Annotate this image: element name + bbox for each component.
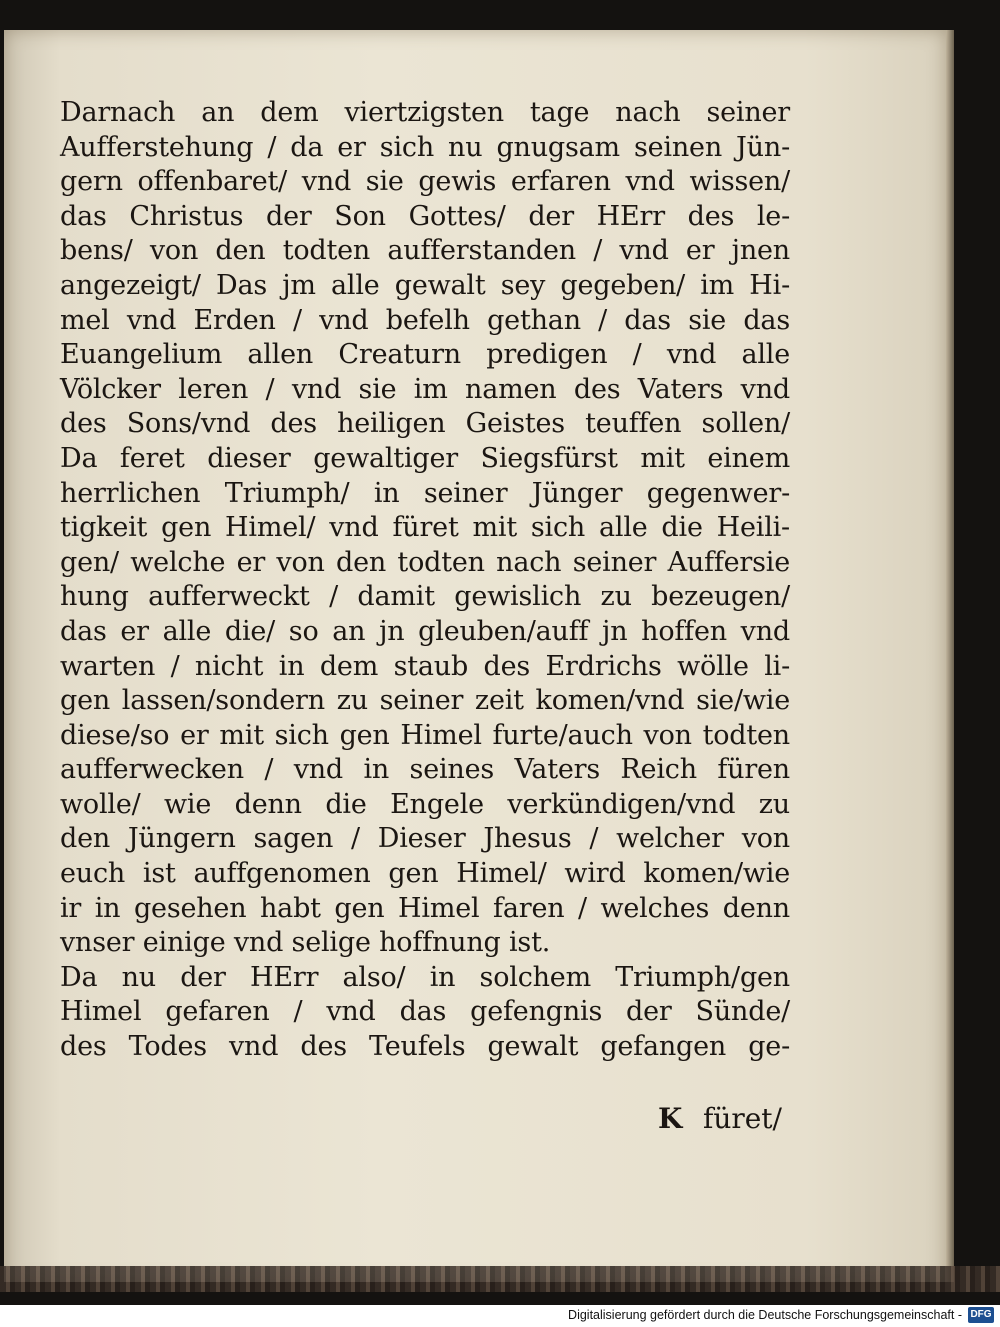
text-line: Darnach an dem viertzigsten tage nach seiner [60,97,790,128]
text-line: angezeigt/ Das jm alle gewalt sey gegeben/ im Hi- [60,269,790,301]
text-line: Da nu der HErr also/ in solchem Triumph/gen [60,961,790,993]
text-line: wolle/ wie denn die Engele verkündigen/vnd zu [60,788,790,820]
text-line: tigkeit gen Himel/ vnd füret mit sich alle die Heili- [60,512,790,544]
page-footer-row [60,1102,790,1142]
text-line: den Jüngern sagen / Dieser Jhesus / welcher von [60,823,790,855]
signature-mark: K [658,1102,683,1135]
text-line: herrlichen Triumph/ in seiner Jünger gegenwer- [60,477,790,509]
text-line: hung aufferweckt / damit gewislich zu bezeugen/ [60,581,790,613]
digitization-credit: Digitalisierung gefördert durch die Deutsche Forschungsgemeinschaft - [568,1308,962,1322]
book-cover-bottom [0,1266,1000,1292]
text-line: das er alle die/ so an jn gleuben/auff jn hoffen vnd [60,615,790,647]
page-text [60,96,790,1065]
text-line: diese/so er mit sich gen Himel furte/auch von todten [60,719,790,751]
dfg-logo: DFG [968,1307,994,1323]
text-line: warten / nicht in dem staub des Erdrichs wölle li- [60,650,790,682]
text-line: Da feret dieser gewaltiger Siegsfürst mit einem [60,442,790,474]
text-line: aufferwecken / vnd in seines Vaters Reich füren [60,754,790,786]
text-line: Himel gefaren / vnd das gefengnis der Sünde/ [60,996,790,1028]
text-line: gen lassen/sondern zu seiner zeit komen/vnd sie/wie [60,685,790,717]
text-line: euch ist auffgenomen gen Himel/ wird komen/wie [60,858,790,890]
text-line: bens/ von den todten aufferstanden / vnd er jnen [60,235,790,267]
text-line: gern offenbaret/ vnd sie gewis erfaren vnd wissen/ [60,166,790,198]
text-line: Aufferstehung / da er sich nu gnugsam seinen Jün- [60,131,790,163]
text-line: des Sons/vnd des heiligen Geistes teuffen sollen/ [60,408,790,440]
text-line: das Christus der Son Gottes/ der HErr des le- [60,200,790,232]
text-line: ir in gesehen habt gen Himel faren / welches denn [60,892,790,924]
text-line: Völcker leren / vnd sie im namen des Vaters vnd [60,373,790,405]
catchword: füret/ [702,1102,782,1135]
page-edge [946,30,954,1282]
text-line: gen/ welche er von den todten nach seiner Auffersie [60,546,790,578]
text-line: mel vnd Erden / vnd befelh gethan / das sie das [60,304,790,336]
text-line: des Todes vnd des Teufels gewalt gefangen ge- [60,1031,790,1063]
text-line: Euangelium allen Creaturn predigen / vnd alle [60,339,790,371]
text-line: vnser einige vnd selige hoffnung ist. [60,927,551,959]
